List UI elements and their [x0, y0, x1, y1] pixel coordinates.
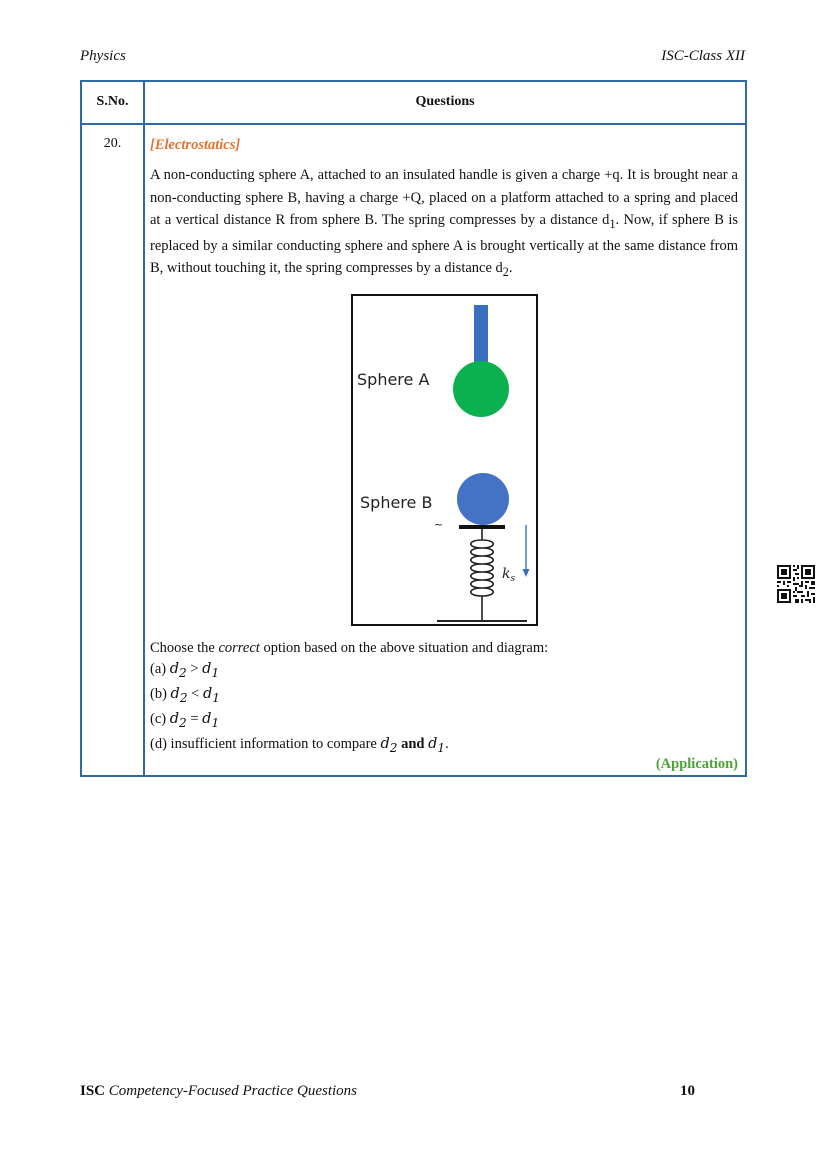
sphere-b-shape [457, 473, 509, 525]
spring-platform [459, 525, 505, 529]
para-sub-2: 2 [502, 265, 509, 280]
prompt-emphasis: correct [218, 639, 260, 656]
option-rhs-sub: 1 [211, 715, 220, 730]
option-lhs: d [169, 660, 180, 677]
insulated-handle [474, 305, 488, 362]
option-rhs-sub: 1 [212, 690, 220, 705]
option-b [150, 684, 738, 709]
footer-brand: ISC [80, 1083, 106, 1099]
diagram-svg [353, 296, 536, 624]
page-number: 10 [680, 1083, 695, 1099]
column-divider [143, 82, 145, 775]
tilde-mark: ~ [434, 517, 444, 531]
column-header-questions: Questions [415, 94, 475, 109]
option-operator: < [187, 685, 203, 702]
question-cell [150, 134, 738, 758]
question-paragraph [150, 164, 738, 283]
option-d-var-a: d [380, 735, 390, 752]
question-number: 20. [103, 136, 122, 151]
para-text-3: . [508, 260, 513, 277]
sphere-a-label: Sphere A [357, 369, 430, 389]
option-lhs-sub: 2 [179, 715, 187, 730]
footer-title-text: Competency-Focused Practice Questions [108, 1083, 358, 1099]
sphere-b-label: Sphere B [360, 492, 433, 512]
spring-constant-label: $k_s$ [502, 565, 516, 584]
option-label: (d) [150, 735, 167, 752]
option-d-var-b: d [428, 735, 438, 752]
header-class: ISC-Class XII [661, 48, 745, 64]
direction-arrow-head [523, 569, 530, 577]
option-d [150, 734, 738, 759]
choose-prompt [150, 637, 738, 659]
qr-code[interactable] [777, 565, 815, 603]
sphere-a-shape [453, 361, 509, 417]
para-text-2: . Now, if sphere B is replaced by a similar conducting sphere and sphere A is brought vertically at the same distance from B, without touching it, the spring compresses by a distance d [150, 211, 738, 277]
option-label: (a) [150, 660, 167, 677]
option-c [150, 709, 738, 734]
header-row-divider [82, 123, 745, 125]
option-operator: > [186, 660, 203, 677]
option-lhs: d [169, 710, 180, 727]
cognitive-level-tag: (Application) [655, 756, 738, 772]
column-header-sno: S.No. [96, 94, 129, 109]
option-label: (c) [150, 710, 167, 727]
topic-tag: [Electrostatics] [150, 137, 241, 153]
option-lhs: d [170, 685, 180, 702]
header-subject: Physics [80, 48, 126, 64]
option-d-text: insufficient information to compare [170, 735, 377, 752]
footer-title [80, 1083, 357, 1100]
option-d-var-b-sub: 1 [437, 740, 446, 755]
option-rhs: d [202, 710, 212, 727]
option-rhs: d [202, 660, 212, 677]
option-d-and: and [401, 735, 425, 752]
option-d-var-a-sub: 2 [389, 740, 398, 755]
prompt-post: option based on the above situation and diagram: [259, 639, 549, 656]
question-table [80, 80, 747, 777]
option-lhs-sub: 2 [179, 665, 187, 680]
option-label: (b) [150, 685, 167, 702]
option-rhs: d [202, 685, 213, 702]
para-sub-1: 1 [609, 216, 616, 231]
sphere-spring-diagram [351, 294, 538, 626]
option-operator: = [186, 710, 203, 727]
option-lhs-sub: 2 [179, 690, 188, 705]
option-d-end: . [445, 735, 449, 752]
para-text-1: A non-conducting sphere A, attached to an insulated handle is given a charge +q. It is brought near a non-conducting sphere B, having a charge +Q, placed on a platform attached to a spring and placed at a vertical distance R from sphere B. The spring compresses by a distance d [150, 167, 738, 228]
prompt-pre: Choose the [150, 639, 219, 656]
spring-coil [471, 529, 494, 621]
option-rhs-sub: 1 [211, 665, 220, 680]
option-a [150, 659, 738, 684]
